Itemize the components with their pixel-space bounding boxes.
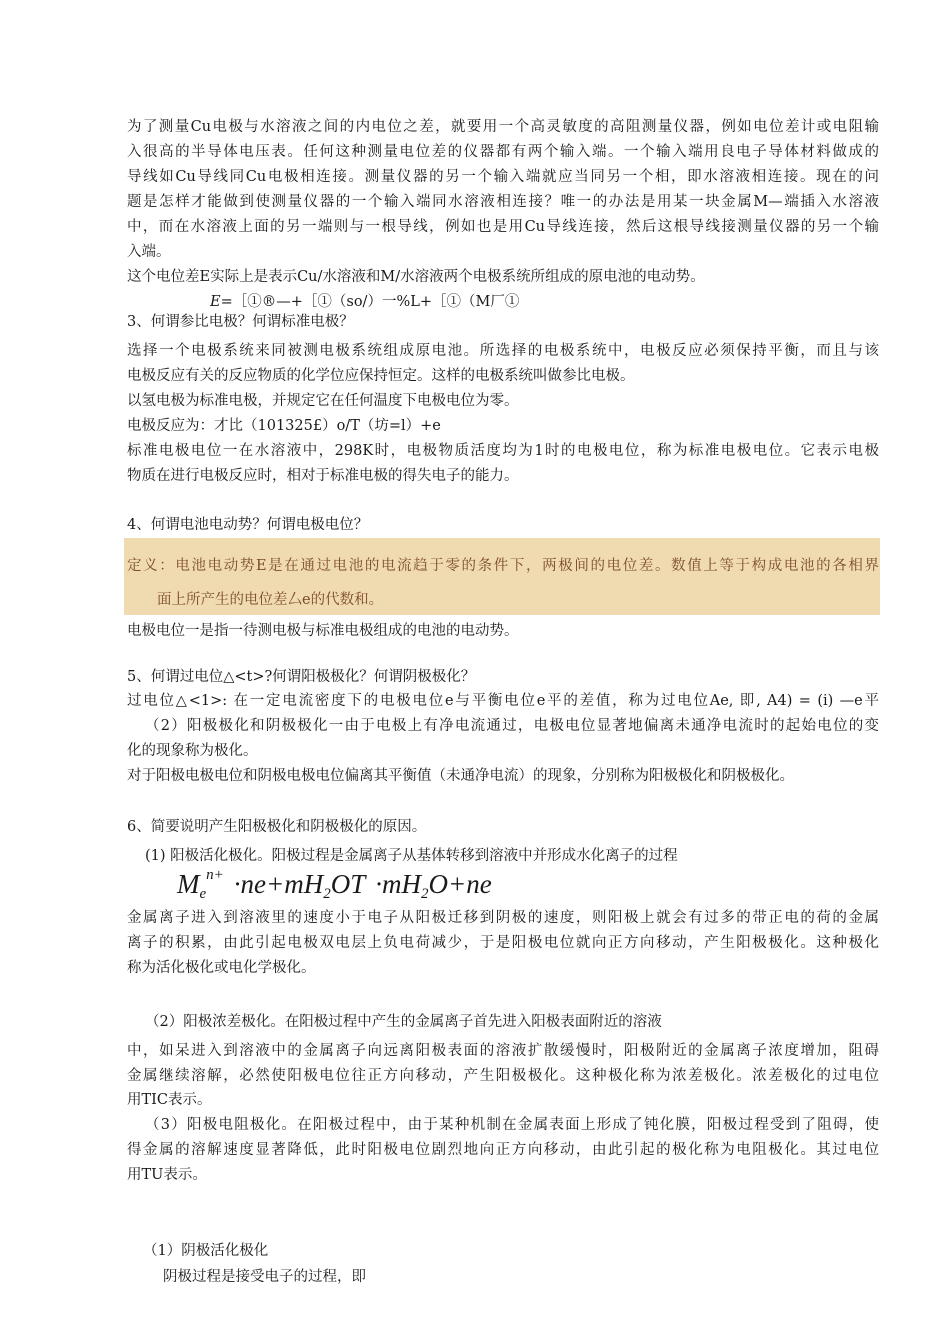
q4-after: 电极电位一是指一待测电极与标准电极组成的电池的电动势。	[127, 623, 519, 639]
q6-para-a-line-1: 金属离子进入到溶液里的速度小于电子从阳极迁移到阴极的速度，则阳极上就会有过多的带正电的荷的金属	[127, 910, 879, 926]
q3-line-6: 物质在进行电极反应时，相对于标准电极的得失电子的能力。	[127, 468, 519, 484]
q4-heading: 4、何谓电池电动势？何谓电极电位？	[127, 517, 369, 533]
q6-para-c-line-1: （3）阳极电阻极化。在阳极过程中，由于某种机制在金属表面上形成了钝化膜，阳极过程受到了阻碍，使	[145, 1117, 879, 1133]
q5-heading: 5、何谓过电位△<t>?何谓阳极极化？何谓阴极极化？	[127, 669, 476, 685]
formula-emf-lhs: E=	[210, 294, 233, 310]
para1-line-2: 入很高的半导体电压表。任何这种测量电位差的仪器都有两个输入端。一个输入端用良电子导体材料做成的	[127, 144, 879, 160]
para2: 这个电位差E实际上是表示Cu/水溶液和M/水溶液两个电极系统所组成的原电池的电动势。	[127, 269, 705, 285]
formula-emf	[210, 292, 519, 312]
q5-line-3: 化的现象称为极化。	[127, 743, 258, 759]
formula-sup-n: n+	[206, 867, 224, 883]
q4-definition-line-2: 面上所产生的电位差厶e的代数和。	[157, 592, 384, 608]
q6-para-c-line-3: 用TU表示。	[127, 1167, 207, 1183]
formula-emf-rhs: ［①®—+［①（so/）一%L+［①（M厂①	[232, 294, 520, 310]
q6-para-a-line-2: 离子的积累，由此引起电极双电层上负电荷减少，于是阳极电位就向正方向移动，产生阳极极化。这种极化	[127, 935, 879, 951]
q6-item-2: （2）阳极浓差极化。在阳极过程中产生的金属离子首先进入阳极表面附近的溶液	[145, 1014, 662, 1030]
q6-para-b-line-1: 中，如呆进入到溶液中的金属离子向远离阳极表面的溶液扩散缓慢时，阳极附近的金属离子浓度增加，阻碍	[127, 1043, 879, 1059]
q5-line-4: 对于阳极电极电位和阴极电极电位偏离其平衡值（未通净电流）的现象，分别称为阳极极化和阴极极化。	[127, 768, 794, 784]
formula-anodic-dissolution	[177, 867, 492, 901]
q3-line-1: 选择一个电极系统来同被测电极系统组成原电池。所选择的电极系统中，电极反应必须保持平衡，而且与该	[127, 343, 879, 359]
q6-para-b-line-3: 用TIC表示。	[127, 1092, 212, 1108]
para1-line-1: 为了测量Cu电极与水溶液之间的内电位之差，就要用一个高灵敏度的高阻测量仪器，例如电位差计或电阻输	[127, 119, 879, 135]
formula-end: O+ne	[428, 869, 492, 899]
q6-heading: 6、简要说明产生阳极极化和阴极极化的原因。	[127, 819, 427, 835]
q4-definition-line-1: 定义：电池电动势E是在通过电池的电流趋于零的条件下，两极间的电位差。数值上等于构成电池的各相界	[127, 558, 879, 574]
q3-line-3: 以氢电极为标准电极，并规定它在任何温度下电极电位为零。	[127, 393, 519, 409]
cathode-heading: （1）阴极活化极化	[143, 1243, 269, 1259]
q3-line-4: 电极反应为：才比（101325£）o/T（坊=l）+e	[127, 418, 441, 434]
q5-line-2: （2）阳极极化和阴极极化一由于电极上有净电流通过，电极电位显著地偏离未通净电流时的起始电位的变	[145, 718, 879, 734]
formula-sub-2b: 2	[421, 886, 429, 902]
para1-line-6: 入端。	[127, 244, 171, 260]
q6-para-c-line-2: 得金属的溶解速度显著降低，此时阳极电位剧烈地向正方向移动，由此引起的极化称为电阻极化。其过电位	[127, 1142, 879, 1158]
q3-line-2: 电极反应有关的反应物质的化学位应保持恒定。这样的电极系统叫做参比电极。	[127, 368, 635, 384]
formula-metal: M	[177, 869, 200, 899]
para1-line-5: 中，而在水溶液上面的另一端则与一根导线，例如也是用Cu导线连接，然后这根导线接测量仪器的另一个输	[127, 219, 879, 235]
formula-sub-2a: 2	[323, 886, 331, 902]
q5-line-1: 过电位△<1>: 在一定电流密度下的电极电位e与平衡电位e平的差值，称为过电位Ae, 即, A4) = (i) —e平	[127, 693, 879, 709]
q6-item-1: (1) 阳极活化极化。阳极过程是金属离子从基体转移到溶液中并形成水化离子的过程	[145, 848, 678, 864]
cathode-line: 阴极过程是接受电子的过程，即	[163, 1269, 366, 1285]
q3-heading: 3、何谓参比电极？何谓标准电极？	[127, 314, 354, 330]
para1-line-4: 题是怎样才能做到使测量仪器的一个输入端同水溶液相连接？唯一的办法是用某一块金属M—端插入水溶液	[127, 194, 879, 210]
para1-line-3: 导线如Cu导线同Cu电极相连接。测量仪器的另一个输入端就应当同另一个相，即水溶液相连接。现在的问	[127, 169, 879, 185]
formula-mh: ·mH	[375, 869, 422, 899]
q3-line-5: 标准电极电位一在水溶液中，298K时，电极物质活度均为1时的电极电位，称为标准电极电位。它表示电极	[127, 443, 879, 459]
q6-para-b-line-2: 金属继续溶解，必然使阳极电位往正方向移动，产生阳极极化。这种极化称为浓差极化。浓差极化的过电位	[127, 1068, 879, 1084]
formula-ot: OT	[330, 869, 366, 899]
q6-para-a-line-3: 称为活化极化或电化学极化。	[127, 960, 316, 976]
formula-mid: ·ne+mH	[233, 869, 324, 899]
formula-sub-e: e	[199, 886, 207, 902]
